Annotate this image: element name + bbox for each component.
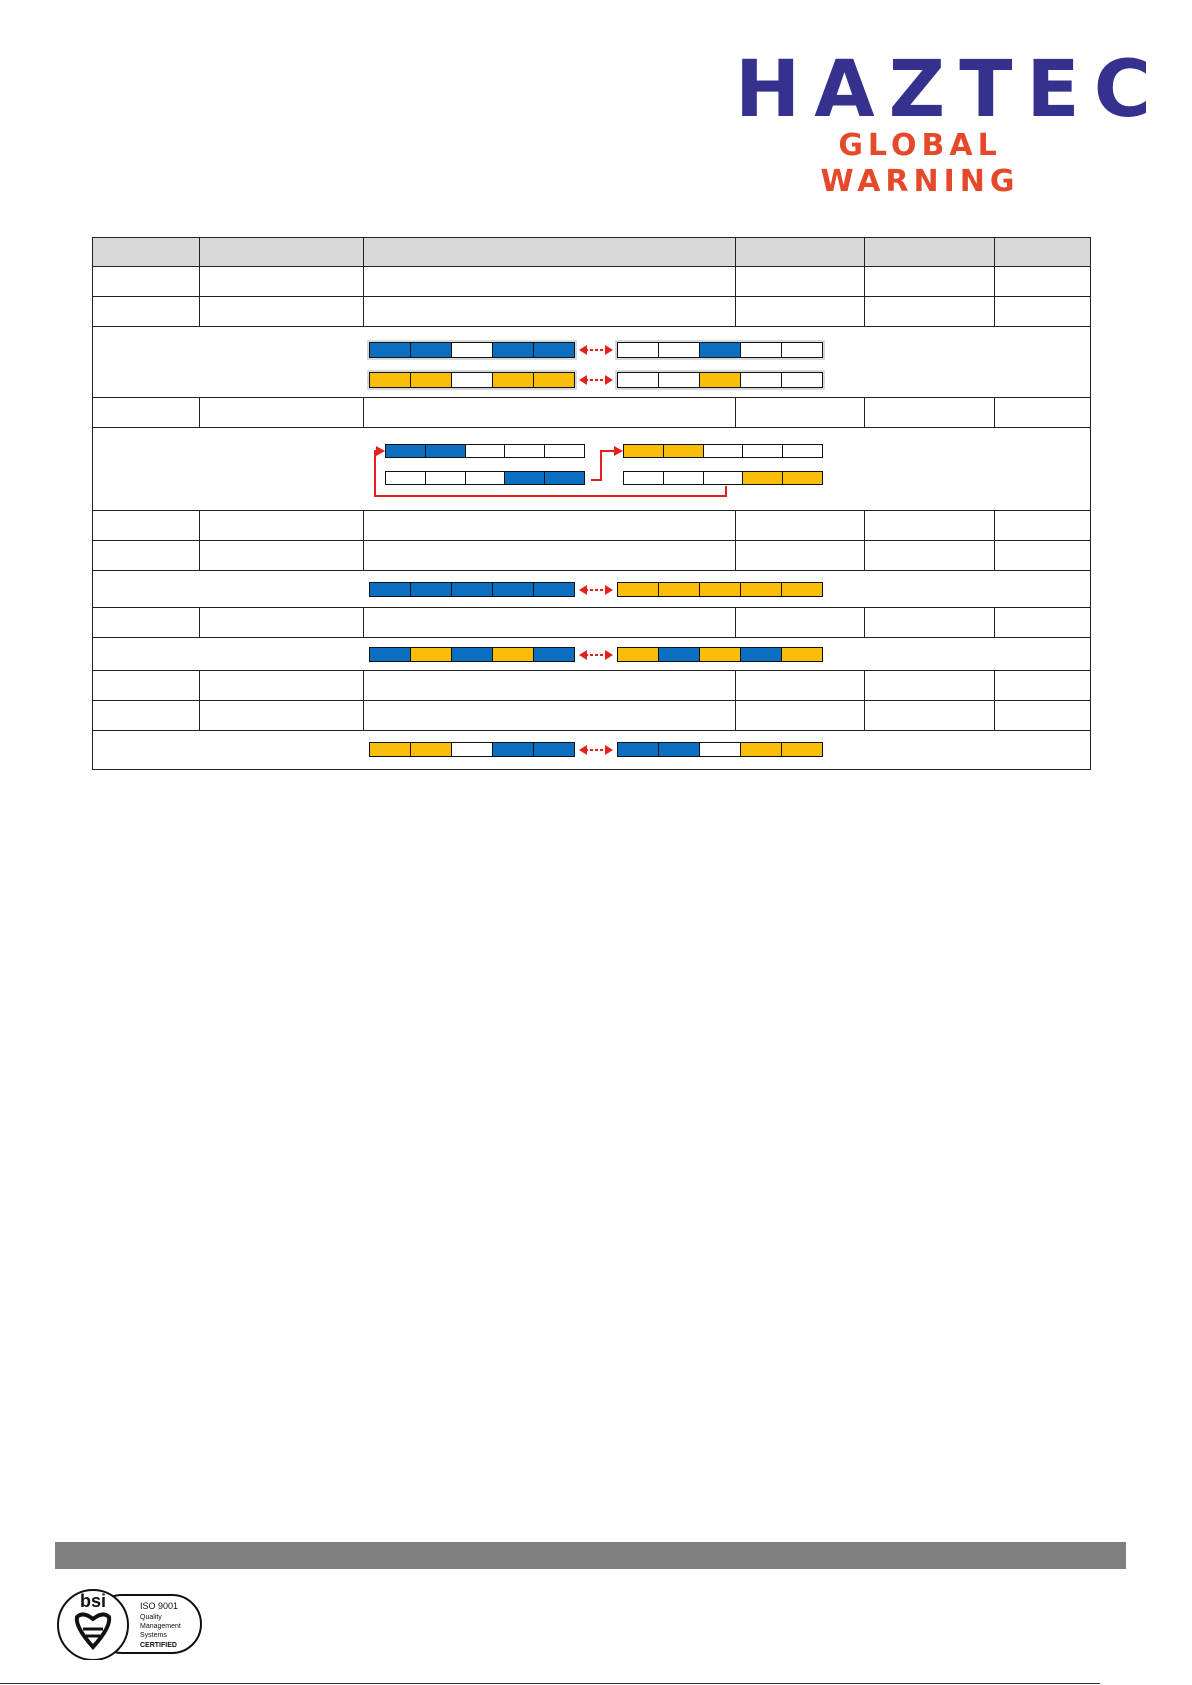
sequence-segment xyxy=(700,583,741,596)
header-cell xyxy=(200,238,364,267)
sequence-segment xyxy=(782,583,822,596)
table-cell xyxy=(200,701,364,731)
sequence-segment xyxy=(741,648,782,661)
table-cell xyxy=(200,671,364,701)
table-row xyxy=(93,267,1091,297)
page-bottom-rule xyxy=(0,1683,1100,1684)
logo-tagline: GLOBAL WARNING xyxy=(820,128,1020,199)
sequence-segment xyxy=(411,343,452,357)
sequence-segment xyxy=(534,648,574,661)
sequence-segment xyxy=(493,373,534,387)
table-cell xyxy=(364,701,736,731)
table-cell xyxy=(364,511,736,541)
table-cell xyxy=(736,267,865,297)
sequence-segment xyxy=(411,648,452,661)
table-cell xyxy=(865,541,995,571)
diagram-row xyxy=(93,327,1091,398)
table-row xyxy=(93,608,1091,638)
sequence-segment xyxy=(659,648,700,661)
sequence-segment xyxy=(700,373,741,387)
table-cell xyxy=(865,701,995,731)
table-cell xyxy=(995,701,1091,731)
table-cell xyxy=(93,398,200,428)
sequence-segment xyxy=(452,648,493,661)
sequence-segment xyxy=(782,373,822,387)
sequence-segment xyxy=(370,648,411,661)
haztec-logo xyxy=(725,45,1165,199)
table-cell xyxy=(995,398,1091,428)
footer-bar xyxy=(55,1542,1126,1569)
table-cell xyxy=(364,671,736,701)
table-row xyxy=(93,701,1091,731)
sequence-segment xyxy=(370,373,411,387)
sequence-bar xyxy=(617,372,823,388)
sequence-segment xyxy=(700,648,741,661)
table-cell xyxy=(736,608,865,638)
sequence-segment xyxy=(618,373,659,387)
sequence-diagram-cell xyxy=(93,638,1091,671)
sequence-segment xyxy=(741,343,782,357)
sequence-segment xyxy=(411,743,452,756)
header-cell xyxy=(995,238,1091,267)
table-cell xyxy=(995,297,1091,327)
diagram-row xyxy=(93,638,1091,671)
table-cell xyxy=(736,701,865,731)
double-arrow-icon xyxy=(579,743,613,757)
sequence-segment xyxy=(741,373,782,387)
sequence-segment xyxy=(493,343,534,357)
cascade-arrows-icon xyxy=(93,428,853,510)
sequence-bar xyxy=(617,342,823,358)
double-arrow-icon xyxy=(579,373,613,387)
sequence-segment xyxy=(618,583,659,596)
table-cell xyxy=(200,398,364,428)
sequence-segment xyxy=(370,743,411,756)
sounder-sequence-table xyxy=(92,237,1091,770)
table-cell xyxy=(364,608,736,638)
table-cell xyxy=(93,511,200,541)
sequence-segment xyxy=(700,743,741,756)
sequence-segment xyxy=(659,373,700,387)
bsi-kitemark-icon xyxy=(55,1585,205,1660)
table-row xyxy=(93,297,1091,327)
table-cell xyxy=(865,267,995,297)
table-cell xyxy=(200,267,364,297)
sequence-segment xyxy=(741,743,782,756)
header-cell xyxy=(736,238,865,267)
table-cell xyxy=(865,297,995,327)
bsi-text: bsi xyxy=(79,1591,107,1611)
table-header-row xyxy=(93,238,1091,267)
table-row xyxy=(93,511,1091,541)
cert-line: Systems xyxy=(140,1632,167,1639)
table-cell xyxy=(364,541,736,571)
table-cell xyxy=(364,267,736,297)
sequence-segment xyxy=(618,648,659,661)
sequence-segment xyxy=(534,743,574,756)
table-cell xyxy=(364,398,736,428)
sequence-segment xyxy=(452,583,493,596)
sequence-segment xyxy=(782,343,822,357)
sequence-segment xyxy=(411,373,452,387)
cert-line: Quality xyxy=(140,1614,162,1621)
sequence-segment xyxy=(452,343,493,357)
table-cell xyxy=(93,267,200,297)
sequence-bar xyxy=(369,372,575,388)
sequence-segment xyxy=(370,583,411,596)
table-cell xyxy=(93,297,200,327)
table-cell xyxy=(200,541,364,571)
header-cell xyxy=(364,238,736,267)
table-cell xyxy=(93,671,200,701)
sequence-bar xyxy=(369,582,575,597)
table-cell xyxy=(93,701,200,731)
sequence-segment xyxy=(618,343,659,357)
cert-standard: ISO 9001 xyxy=(140,1601,179,1611)
table-cell xyxy=(200,297,364,327)
sequence-segment xyxy=(741,583,782,596)
table-cell xyxy=(865,398,995,428)
sequence-segment xyxy=(411,583,452,596)
sequence-segment xyxy=(700,343,741,357)
diagram-row xyxy=(93,428,1091,511)
table-cell xyxy=(736,398,865,428)
sequence-segment xyxy=(370,343,411,357)
sequence-segment xyxy=(534,343,574,357)
header-cell xyxy=(93,238,200,267)
table-cell xyxy=(995,671,1091,701)
sequence-diagram-cell xyxy=(93,327,1091,398)
table-cell xyxy=(736,541,865,571)
sequence-diagram-cell xyxy=(93,571,1091,608)
sequence-segment xyxy=(493,583,534,596)
double-arrow-icon xyxy=(579,343,613,357)
header-cell xyxy=(865,238,995,267)
sequence-bar xyxy=(617,647,823,662)
sequence-bar xyxy=(617,742,823,757)
table-cell xyxy=(865,671,995,701)
sequence-segment xyxy=(659,583,700,596)
sequence-bar xyxy=(369,342,575,358)
diagram-row xyxy=(93,731,1091,770)
logo-wordmark: HAZTEC xyxy=(735,45,1165,135)
table-cell xyxy=(736,297,865,327)
table-row xyxy=(93,398,1091,428)
sequence-segment xyxy=(534,583,574,596)
cert-status: CERTIFIED xyxy=(140,1642,177,1649)
table-row xyxy=(93,541,1091,571)
double-arrow-icon xyxy=(579,583,613,597)
double-arrow-icon xyxy=(579,648,613,662)
sequence-diagram-solid xyxy=(93,571,1090,607)
sequence-diagram-cascade xyxy=(93,428,1090,510)
sequence-segment xyxy=(659,743,700,756)
table-cell xyxy=(865,511,995,541)
table-cell xyxy=(995,267,1091,297)
sequence-segment xyxy=(493,743,534,756)
sequence-diagram-cell xyxy=(93,428,1091,511)
table-cell xyxy=(736,671,865,701)
sequence-segment xyxy=(452,373,493,387)
table-cell xyxy=(995,541,1091,571)
sequence-bar xyxy=(617,582,823,597)
sequence-diagram-cell xyxy=(93,731,1091,770)
bsi-iso9001-badge xyxy=(55,1585,205,1660)
sequence-segment xyxy=(782,743,822,756)
table-cell xyxy=(93,541,200,571)
table-row xyxy=(93,671,1091,701)
table-cell xyxy=(200,608,364,638)
table-cell xyxy=(995,511,1091,541)
sequence-bar xyxy=(369,647,575,662)
table-cell xyxy=(364,297,736,327)
sequence-segment xyxy=(782,648,822,661)
sequence-diagram-mirrored xyxy=(93,731,1090,769)
sequence-segment xyxy=(659,343,700,357)
table-cell xyxy=(736,511,865,541)
diagram-row xyxy=(93,571,1091,608)
sequence-segment xyxy=(618,743,659,756)
table-cell xyxy=(865,608,995,638)
sequence-segment xyxy=(452,743,493,756)
table-cell xyxy=(200,511,364,541)
sequence-segment xyxy=(493,648,534,661)
cert-line: Management xyxy=(140,1623,181,1630)
sequence-diagram-alternating xyxy=(93,327,1090,397)
table-cell xyxy=(995,608,1091,638)
table-cell xyxy=(93,608,200,638)
sequence-diagram-interleaved xyxy=(93,638,1090,670)
sequence-segment xyxy=(534,373,574,387)
sequence-bar xyxy=(369,742,575,757)
